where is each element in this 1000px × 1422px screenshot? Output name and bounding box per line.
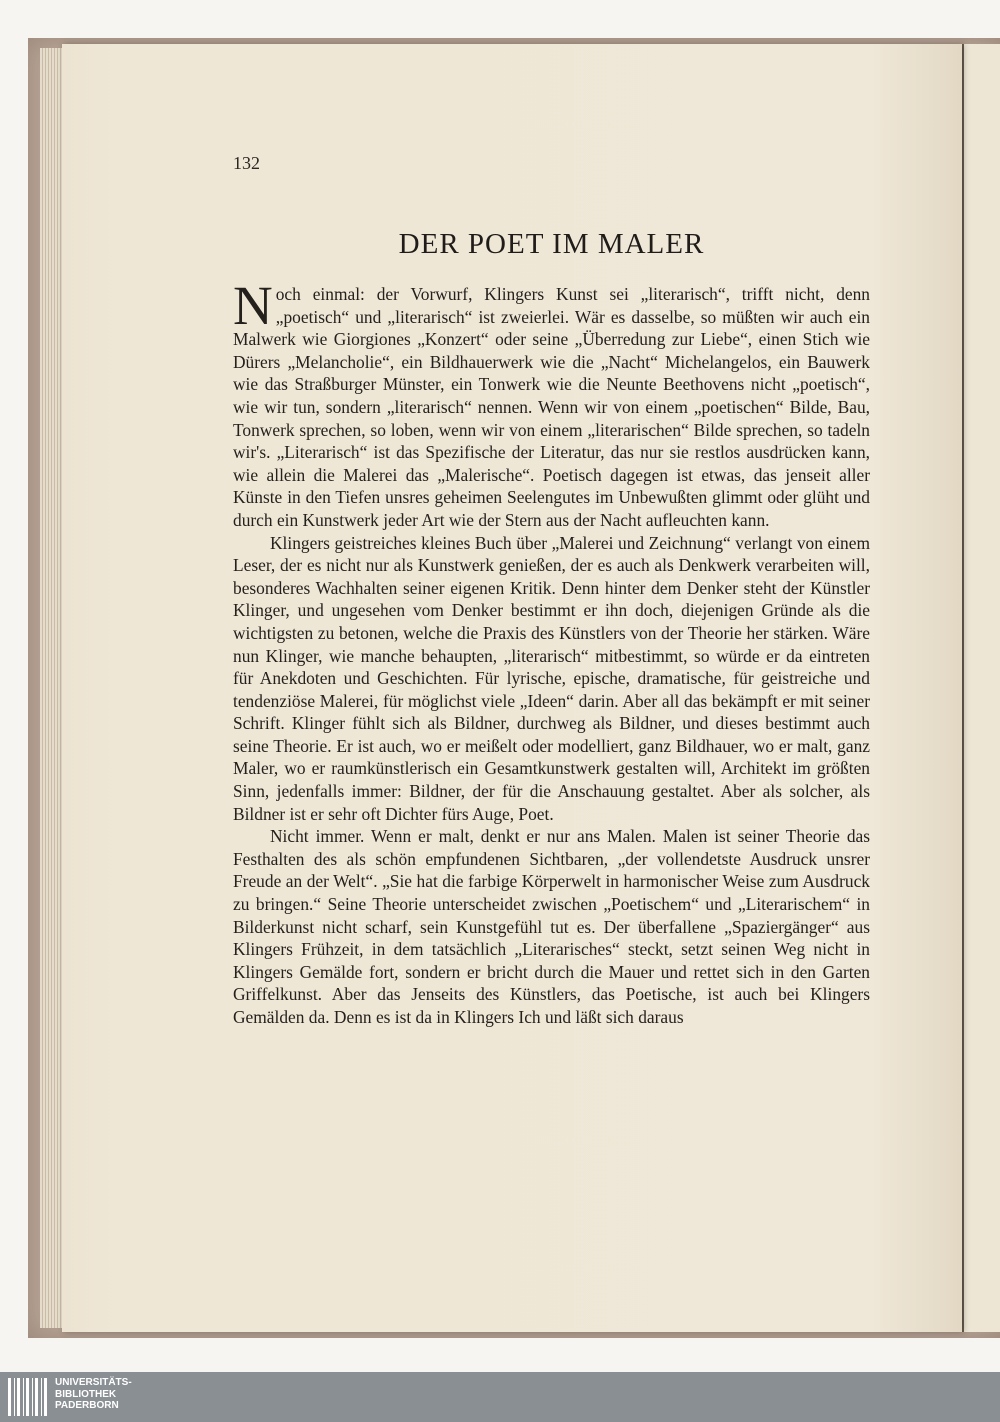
paragraph-3: Nicht immer. Wenn er malt, denkt er nur ans Malen. Malen ist seiner Theorie das Festhalten des als schön empfundenen Sichtbaren, „der vollendetste Ausdruck unsrer Freude an der Welt“. „Sie hat die farbige Körperwelt in harmonischer Weise zum Ausdruck zu bringen.“ Seine Theorie unterscheidet zwischen „Poetischem“ und „Literarischem“ in Bilderkunst nicht scharf, sein Kunstgefühl tut es. Der überfallene „Spaziergänger“ aus Klingers Frühzeit, in dem tatsächlich „Literarisches“ steckt, setzt seinen Weg nicht in Klingers Gemälde fort, sondern er bricht durch die Mauer und rettet sich in den Garten Griffelkunst. Aber das Jenseits des Künstlers, das Poetische, ist auch bei Klingers Gemälden da. Denn es ist da in Klingers Ich und läßt sich daraus [233, 826, 870, 1027]
paragraph-text: och einmal: der Vorwurf, Klingers Kunst sei „literarisch“, trifft nicht, denn „poetisch“ und „literarisch“ ist zweierlei. Wär es dasselbe, so müßten wir auch ein Malwerk wie Giorgiones „Konzert“ oder seine „Überredung zur Liebe“, einen Stich wie Dürers „Melancholie“, ein Bildhauerwerk wie die „Nacht“ Michelangelos, ein Bauwerk wie das Straßburger Münster, ein Tonwerk wie die Neunte Beethovens nicht „poetisch“, wie wir tun, sondern „literarisch“ nennen. Wenn wir von einem „poetischen“ Bilde, Bau, Tonwerk sprechen, so loben, wenn wir von einem „literarischen“ Bilde sprechen, so tadeln wir's. „Literarisch“ ist das Spezifische der Literatur, das nur sie restlos ausdrücken kann, wie allein die Malerei das „Malerische“. Poetisch dagegen ist etwas, das jenseit aller Künste in den Tiefen unsres geheimen Seelengutes im Unbewußten glimmt oder glüht und durch ein Kunstwerk jeder Art wie der Stern aus der Nacht aufleuchten kann. [233, 284, 870, 530]
facing-page-edge [962, 44, 1000, 1332]
paragraph-1 [233, 275, 870, 532]
library-name: UNIVERSITÄTS- BIBLIOTHEK PADERBORN [55, 1377, 132, 1411]
drop-cap: N [233, 275, 273, 336]
library-footer [0, 1372, 1000, 1422]
library-logo-icon [8, 1378, 48, 1416]
page-number: 132 [233, 153, 260, 173]
paragraph-2: Klingers geistreiches kleines Buch über „Malerei und Zeichnung“ verlangt von einem Leser, der es nicht nur als Kunstwerk genießen, der es auch als Denkwerk verarbeiten will, besonderes Wachhalten seiner eigenen Kritik. Denn hinter dem Denker steht der Künstler Klinger, und ungesehen vom Denker bestimmt er ihn doch, diejenigen Gründe als die wichtigsten zu betonen, welche die Praxis des Künstlers von der Theorie her stärken. Wäre nun Klinger, wie manche behaupten, „literarisch“ mitbestimmt, so würde er da eintreten für Anekdoten und Geschichten. Für lyrische, epische, dramatische, für geistreiche und tendenziöse Malerei, für möglichst viele „Ideen“ darin. Aber all das bekämpft er mit seiner Schrift. Klinger fühlt sich als Bildner, durchweg als Bildner, und dieses bestimmt auch seine Theorie. Er ist auch, wo er meißelt oder modelliert, ganz Bildhauer, wo er malt, ganz Maler, wo er raumkünstlerisch ein Gesamtkunstwerk gestalten will, Architekt im größten Sinn, jedenfalls immer: Bildner, der für die Anschauung gestaltet. Aber als solcher, als Bildner ist er sehr oft Dichter fürs Auge, Poet. [233, 532, 870, 824]
chapter-title: DER POET IM MALER [398, 228, 705, 260]
body-text [233, 275, 870, 1029]
